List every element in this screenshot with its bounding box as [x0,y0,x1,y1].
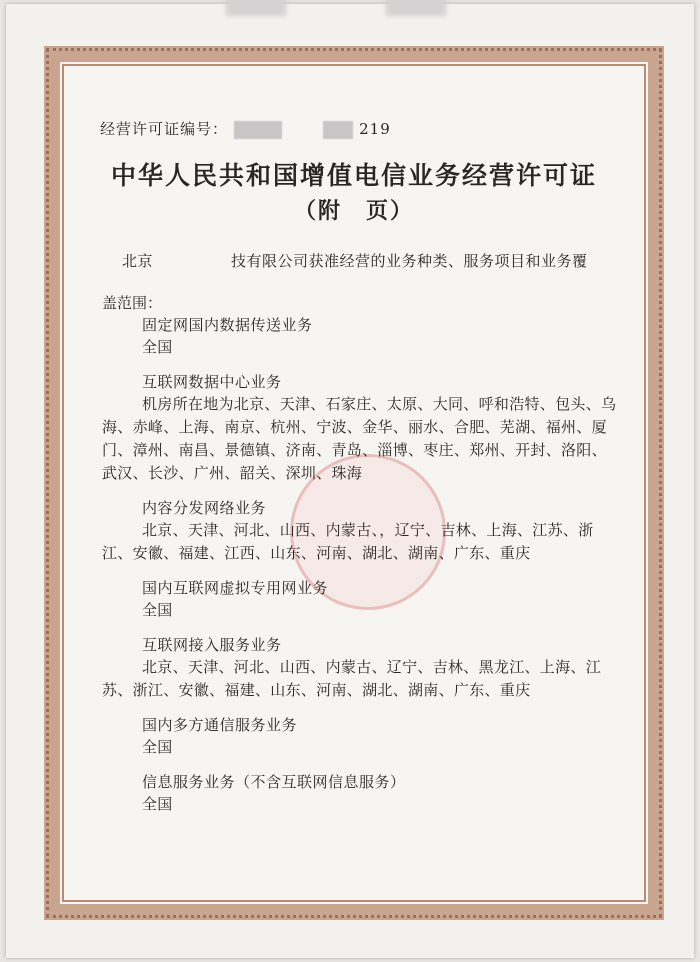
redacted-area [386,0,446,16]
intro-statement [122,250,588,271]
certificate-subtitle: （附 页） [293,198,414,224]
business-name: 互联网数据中心业务 [142,373,282,391]
license-number-suffix: 219 [359,120,391,138]
intro-prefix: 北京 [122,252,154,270]
business-name: 固定网国内数据传送业务 [142,316,313,334]
redacted-number [323,121,353,139]
redacted-area [226,0,286,16]
document-page [6,4,694,958]
business-item [102,577,618,622]
business-name: 内容分发网络业务 [142,499,267,517]
license-number [100,118,391,139]
business-item [102,497,618,565]
business-scope: 全国 [142,338,173,356]
business-item [102,714,618,759]
license-number-label: 经营许可证编号： [100,120,229,138]
business-items [102,314,618,828]
business-scope: 机房所在地为北京、天津、石家庄、太原、大同、呼和浩特、包头、乌海、赤峰、上海、南京、杭州、宁波、金华、丽水、合肥、芜湖、福州、厦门、漳州、南昌、景德镇、济南、青岛、淄博、枣庄、郑州、开封、洛阳、武汉、长沙、广州、韶关、深圳、珠海 [102,395,617,482]
business-item [102,314,618,359]
business-name: 信息服务业务（不含互联网信息服务） [142,773,406,791]
intro-text: 技有限公司获准经营的业务种类、服务项目和业务覆 [231,252,588,270]
certificate-title: 中华人民共和国增值电信业务经营许可证 [110,161,597,190]
business-scope: 全国 [142,795,173,813]
redacted-number [234,121,282,139]
ornamental-border [44,46,664,920]
business-scope: 全国 [142,738,173,756]
certificate-body [60,62,648,904]
scope-label: 盖范围： [102,294,163,312]
business-name: 互联网接入服务业务 [142,636,282,654]
business-scope: 全国 [142,601,173,619]
business-scope: 北京、天津、河北、山西、内蒙古、，辽宁、吉林、上海、江苏、浙江、安徽、福建、江西、山东、河南、湖北、湖南、广东、重庆 [102,521,594,562]
business-scope: 北京、天津、河北、山西、内蒙古、辽宁、吉林、黑龙江、上海、江苏、浙江、安徽、福建、山东、河南、湖北、湖南、广东、重庆 [102,658,602,699]
business-item [102,771,618,816]
business-item [102,634,618,702]
business-item [102,371,618,485]
business-name: 国内互联网虚拟专用网业务 [142,579,329,597]
business-name: 国内多方通信服务业务 [142,716,298,734]
